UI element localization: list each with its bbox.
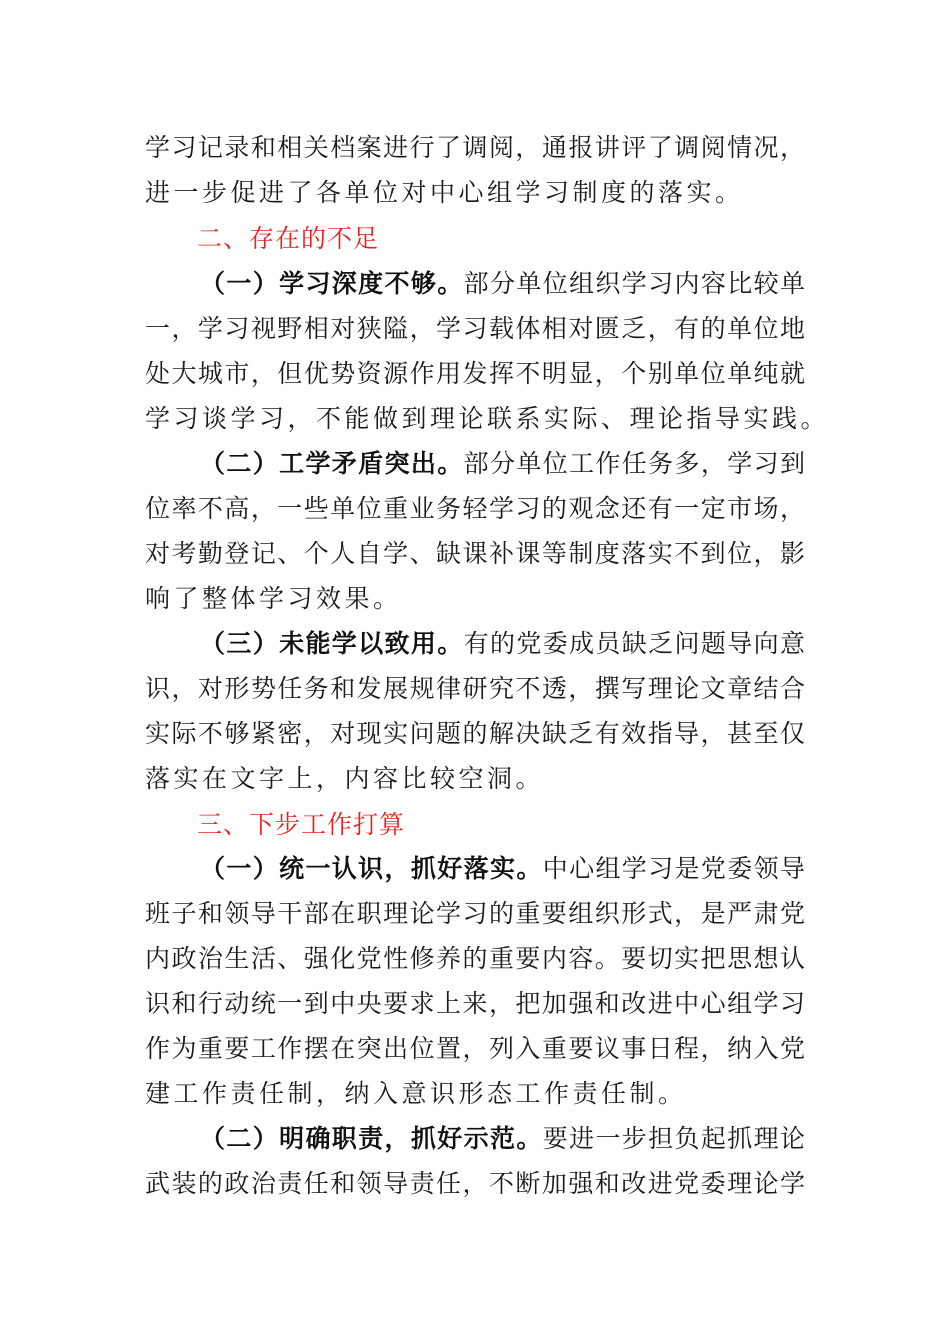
item-text: 部分单位组织学习内容比较单	[463, 269, 805, 298]
item-text: 中心组学习是党委领导	[542, 854, 805, 883]
text-line: 处大城市，但优势资源作用发挥不明显，个别单位单纯就	[145, 359, 805, 388]
text-line: 作为重要工作摆在突出位置，列入重要议事日程，纳入党	[145, 1034, 805, 1063]
text-line: 识，对形势任务和发展规律研究不透，撰写理论文章结合	[145, 674, 805, 703]
text-line	[200, 849, 805, 889]
text-line: 实际不够紧密，对现实问题的解决缺乏有效指导，甚至仅	[145, 719, 805, 748]
text-line: 建工作责任制，纳入意识形态工作责任制。	[145, 1079, 687, 1108]
item-lead: （一）统一认识，抓好落实。	[200, 854, 543, 883]
text-line: 对考勤登记、个人自学、缺课补课等制度落实不到位，影	[145, 539, 805, 568]
item-text: 部分单位工作任务多，学习到	[463, 449, 805, 478]
item-text: 有的党委成员缺乏问题导向意	[463, 629, 805, 658]
text-line	[200, 1119, 805, 1159]
text-line: 位率不高，一些单位重业务轻学习的观念还有一定市场，	[145, 494, 805, 523]
section-heading: 三、下步工作打算	[197, 810, 406, 839]
section-heading: 二、存在的不足	[197, 224, 380, 253]
item-lead: （二）明确职责，抓好示范。	[200, 1124, 543, 1153]
item-lead: （二）工学矛盾突出。	[200, 449, 464, 478]
text-line: 响了整体学习效果。	[145, 584, 402, 613]
item-lead: （三）未能学以致用。	[200, 629, 464, 658]
text-line: 落实在文字上，内容比较空洞。	[145, 764, 545, 793]
text-line: 进一步促进了各单位对中心组学习制度的落实。	[145, 178, 744, 207]
text-line: 识和行动统一到中央要求上来，把加强和改进中心组学习	[145, 989, 805, 1018]
text-line: 学习记录和相关档案进行了调阅，通报讲评了调阅情况，	[145, 133, 805, 162]
item-lead: （一）学习深度不够。	[200, 269, 464, 298]
text-line: 一，学习视野相对狭隘，学习载体相对匮乏，有的单位地	[145, 314, 805, 343]
text-line	[200, 444, 805, 484]
text-line: 武装的政治责任和领导责任，不断加强和改进党委理论学	[145, 1169, 805, 1198]
text-line	[200, 264, 805, 304]
text-line: 内政治生活、强化党性修养的重要内容。要切实把思想认	[145, 944, 805, 973]
text-line: 班子和领导干部在职理论学习的重要组织形式，是严肃党	[145, 899, 805, 928]
item-text: 要进一步担负起抓理论	[542, 1124, 805, 1153]
text-line: 学习谈学习，不能做到理论联系实际、理论指导实践。	[145, 404, 830, 433]
text-line	[200, 624, 805, 664]
